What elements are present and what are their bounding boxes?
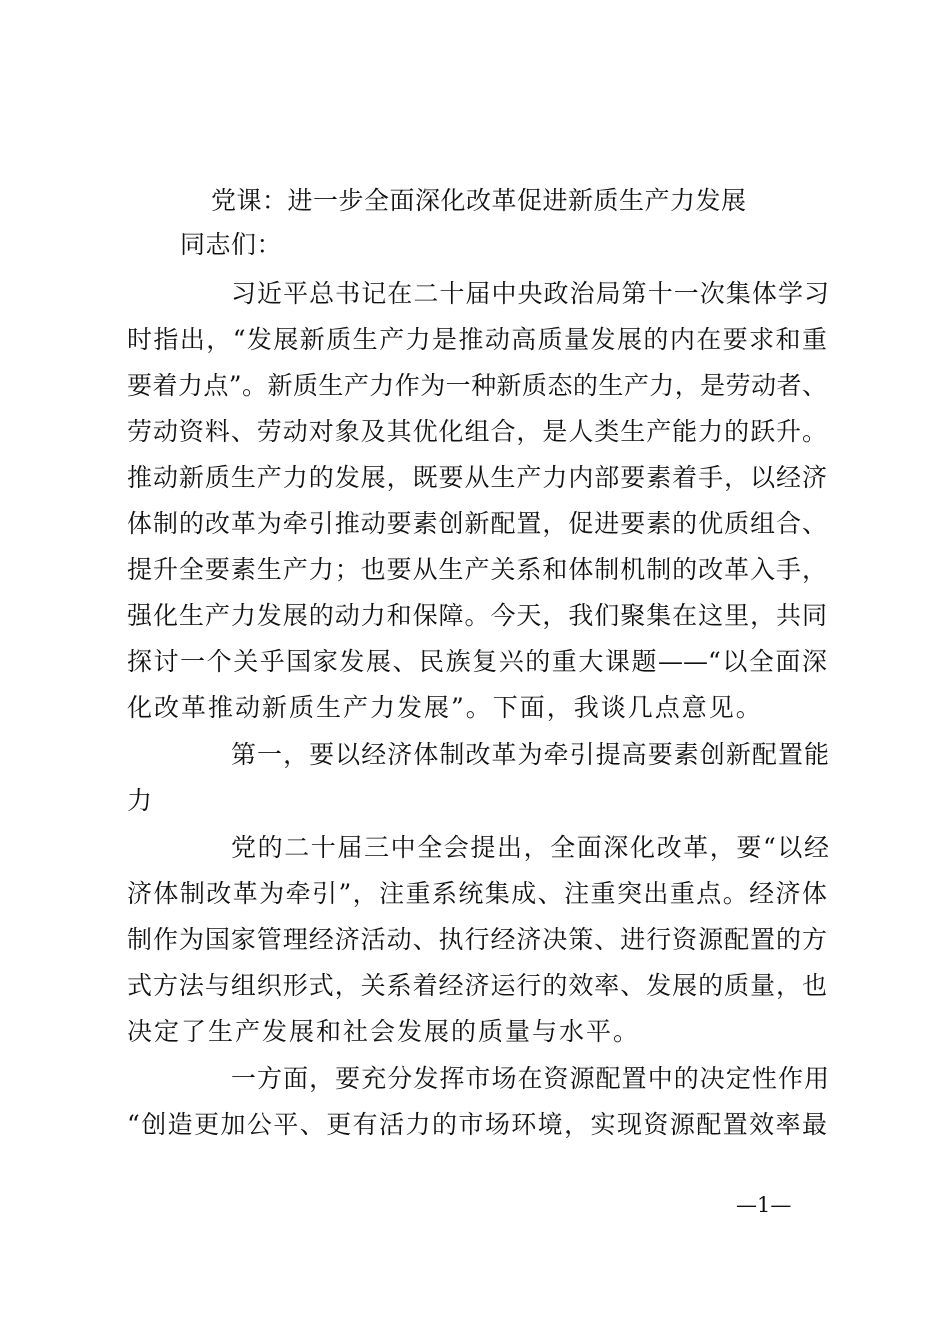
- paragraph-3-line-1: 一方面，要充分发挥市场在资源配置中的决定性作用: [231, 1064, 829, 1093]
- document-title: 党课：进一步全面深化改革促进新质生产力发展: [211, 186, 747, 215]
- section-heading-line-2: 力: [127, 786, 155, 815]
- paragraph-1-line-6: 体制的改革为牵引推动要素创新配置，促进要素的优质组合、: [127, 509, 827, 538]
- paragraph-1-line-4: 劳动资料、劳动对象及其优化组合，是人类生产能力的跃升。: [127, 417, 827, 446]
- paragraph-2-line-4: 式方法与组织形式，关系着经济运行的效率、发展的质量，也: [127, 971, 827, 1000]
- paragraph-1-line-3: 要着力点”。新质生产力作为一种新质态的生产力，是劳动者、: [127, 371, 827, 400]
- paragraph-2-line-2: 济体制改革为牵引”，注重系统集成、注重突出重点。经济体: [127, 879, 827, 908]
- paragraph-3-line-2: “创造更加公平、更有活力的市场环境，实现资源配置效率最: [127, 1110, 827, 1139]
- paragraph-2-line-3: 制作为国家管理经济活动、执行经济决策、进行资源配置的方: [127, 925, 827, 954]
- paragraph-1-line-2: 时指出，“发展新质生产力是推动高质量发展的内在要求和重: [127, 325, 827, 354]
- paragraph-1-line-10: 化改革推动新质生产力发展”。下面，我谈几点意见。: [127, 693, 763, 722]
- paragraph-2-line-1: 党的二十届三中全会提出，全面深化改革，要“以经: [231, 833, 829, 862]
- paragraph-1-line-7: 提升全要素生产力；也要从生产关系和体制机制的改革入手，: [127, 555, 827, 584]
- section-heading-line-1: 第一，要以经济体制改革为牵引提高要素创新配置能: [231, 740, 829, 769]
- salutation: 同志们：: [180, 230, 283, 259]
- page-number: —1—: [736, 1193, 792, 1217]
- paragraph-1-line-1: 习近平总书记在二十届中央政治局第十一次集体学习: [231, 279, 829, 308]
- paragraph-1-line-5: 推动新质生产力的发展，既要从生产力内部要素着手，以经济: [127, 463, 827, 492]
- paragraph-1-line-9: 探讨一个关乎国家发展、民族复兴的重大课题——“以全面深: [127, 647, 827, 676]
- paragraph-2-line-5: 决定了生产发展和社会发展的质量与水平。: [127, 1017, 641, 1046]
- paragraph-1-line-8: 强化生产力发展的动力和保障。今天，我们聚集在这里，共同: [127, 601, 827, 630]
